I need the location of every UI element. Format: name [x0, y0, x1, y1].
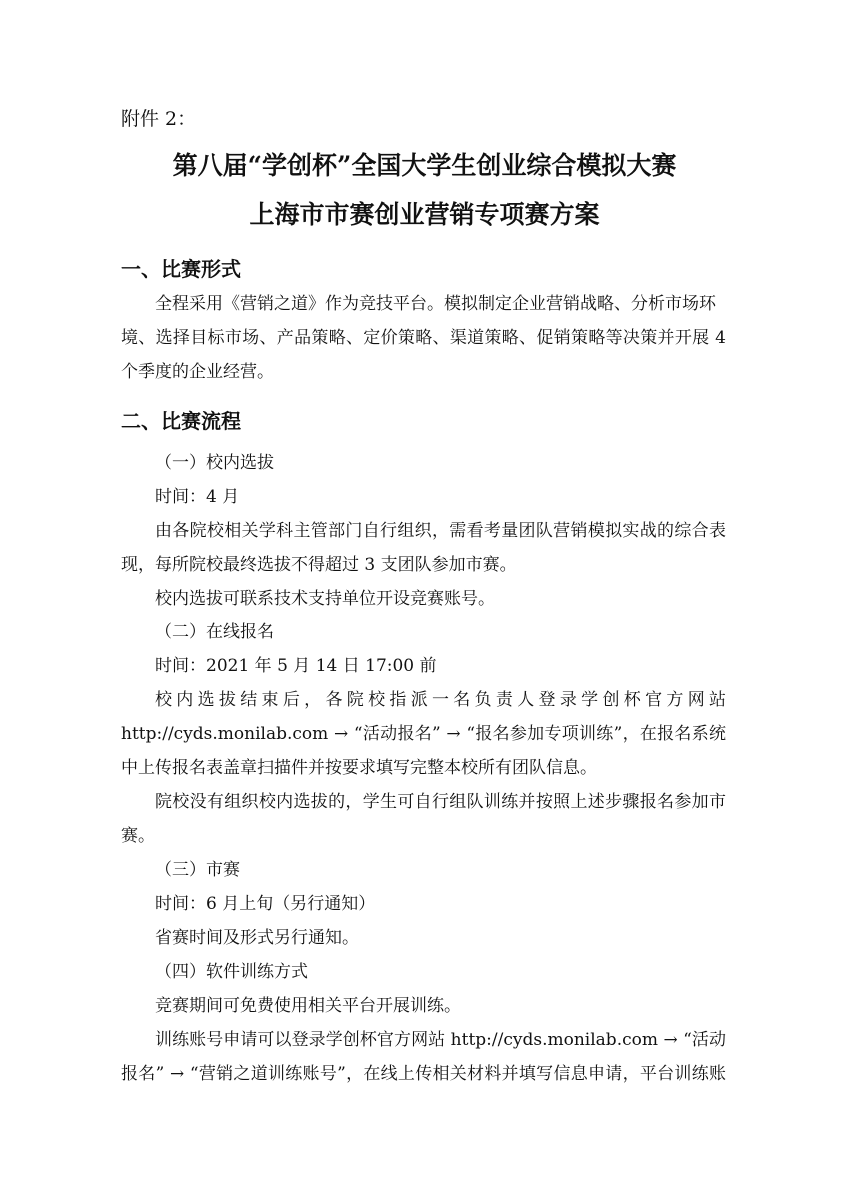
part-4-text-line-3: 报名” → “营销之道训练账号”，在线上传相关材料并填写信息申请，平台训练账 — [121, 1064, 726, 1084]
section-1-heading: 一、比赛形式 — [121, 257, 241, 281]
part-4-text-line-2: 训练账号申请可以登录学创杯官方网站 http://cyds.monilab.com → “活动 — [155, 1030, 726, 1050]
part-2-text-line-3: 中上传报名表盖章扫描件并按要求填写完整本校所有团队信息。 — [121, 758, 597, 778]
section-1-text-line-2: 境、选择目标市场、产品策略、定价策略、渠道策略、促销策略等决策并开展 4 — [121, 328, 726, 348]
document-title-line-1: 第八届“学创杯”全国大学生创业综合模拟大赛 — [172, 151, 677, 180]
part-1-time: 时间：4 月 — [155, 487, 240, 507]
attachment-label: 附件 2： — [121, 108, 197, 130]
part-1-title: （一）校内选拔 — [155, 453, 274, 473]
part-2-note-line-1: 院校没有组织校内选拔的，学生可自行组队训练并按照上述步骤报名参加市 — [155, 792, 726, 812]
document-title-line-2: 上海市市赛创业营销专项赛方案 — [249, 200, 600, 229]
part-3-title: （三）市赛 — [155, 860, 240, 880]
part-3-time: 时间：6 月上旬（另行通知） — [155, 894, 376, 914]
part-4-text-line-1: 竞赛期间可免费使用相关平台开展训练。 — [155, 996, 461, 1016]
part-1-text-line-1: 由各院校相关学科主管部门自行组织，需看考量团队营销模拟实战的综合表 — [155, 521, 726, 541]
part-2-note-line-2: 赛。 — [121, 826, 155, 846]
part-3-note: 省赛时间及形式另行通知。 — [155, 928, 359, 948]
section-1-text-line-3: 个季度的企业经营。 — [121, 362, 274, 382]
part-2-text-line-1: 校内选拔结束后，各院校指派一名负责人登录学创杯官方网站 — [155, 690, 726, 710]
part-1-text-line-2: 现，每所院校最终选拔不得超过 3 支团队参加市赛。 — [121, 555, 517, 575]
part-1-note: 校内选拔可联系技术支持单位开设竞赛账号。 — [155, 589, 495, 609]
part-2-title: （二）在线报名 — [155, 622, 274, 642]
part-2-time: 时间：2021 年 5 月 14 日 17:00 前 — [155, 656, 437, 676]
part-4-title: （四）软件训练方式 — [155, 962, 308, 982]
part-2-text-line-2: http://cyds.monilab.com → “活动报名” → “报名参加专项训练”，在报名系统 — [121, 724, 726, 744]
section-2-heading: 二、比赛流程 — [121, 409, 241, 433]
section-1-text-line-1: 全程采用《营销之道》作为竞技平台。模拟制定企业营销战略、分析市场环 — [155, 294, 716, 314]
